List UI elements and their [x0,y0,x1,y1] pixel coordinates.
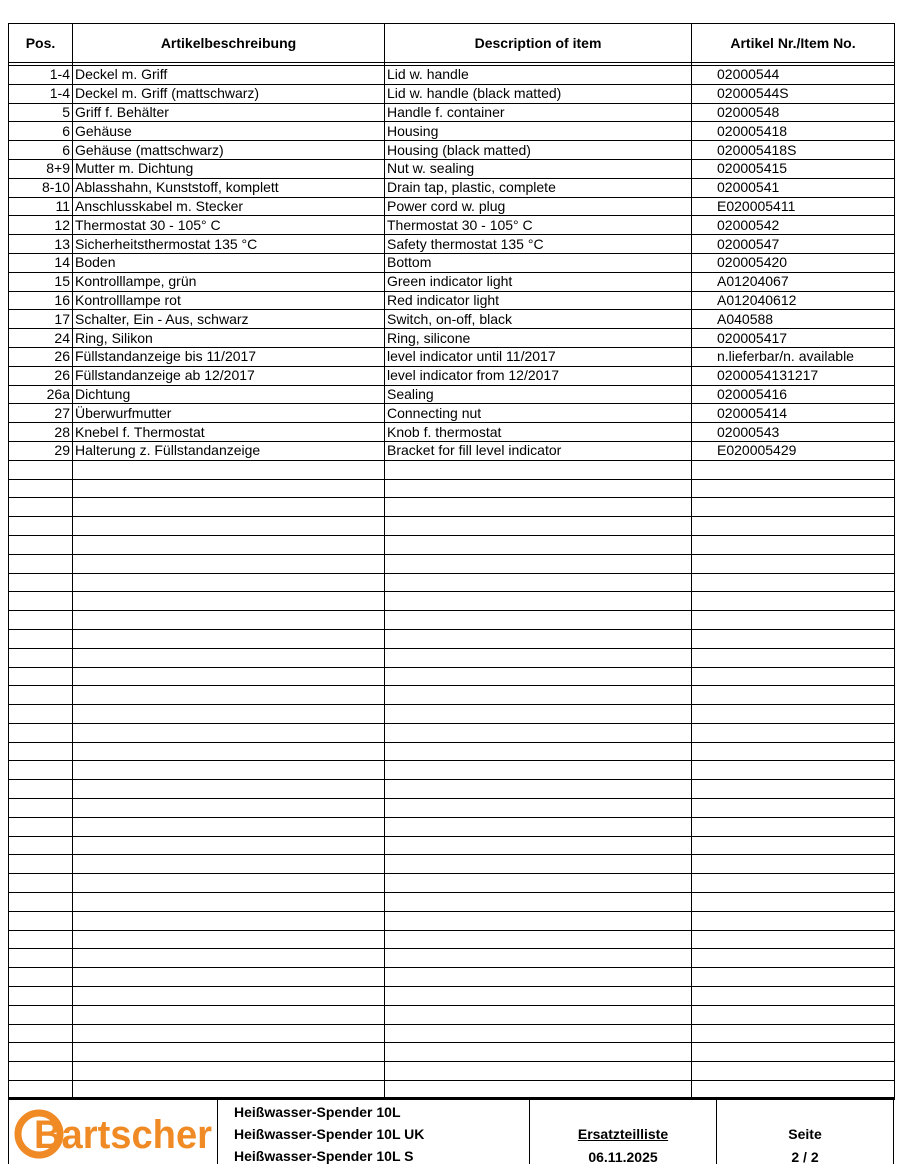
description-en-cell [385,686,692,705]
item-number-cell: A012040612 [692,291,895,310]
table-row [9,723,895,742]
description-de-cell [73,836,385,855]
description-en-cell [385,629,692,648]
description-en-cell [385,742,692,761]
page-info [717,1100,893,1164]
description-de-cell: Deckel m. Griff [73,66,385,85]
item-number-cell [692,460,895,479]
description-en-cell [385,648,692,667]
table-row [9,949,895,968]
description-de-cell [73,874,385,893]
table-row [9,1062,895,1081]
description-de-cell [73,780,385,799]
table-row [9,629,895,648]
description-de-cell: Gehäuse (mattschwarz) [73,141,385,160]
table-row [9,272,895,291]
description-de-cell [73,817,385,836]
item-number-cell: 02000542 [692,216,895,235]
table-row [9,253,895,272]
description-de-cell [73,611,385,630]
description-en-cell [385,1005,692,1024]
item-number-cell [692,1062,895,1081]
pos-cell: 29 [9,441,73,460]
description-en-cell [385,930,692,949]
item-number-cell [692,836,895,855]
table-header-row [9,24,895,63]
item-number-cell [692,968,895,987]
pos-cell [9,799,73,818]
description-en-cell [385,667,692,686]
table-row [9,554,895,573]
pos-cell [9,817,73,836]
table-row [9,535,895,554]
item-number-cell [692,705,895,724]
table-row [9,705,895,724]
description-de-cell [73,1062,385,1081]
table-row [9,742,895,761]
table-row [9,836,895,855]
item-number-cell [692,911,895,930]
table-row [9,66,895,85]
item-number-cell [692,874,895,893]
svg-text:Bartscher: Bartscher [34,1113,212,1157]
product-name-2: Heißwasser-Spender 10L UK [234,1126,425,1142]
item-number-cell [692,667,895,686]
description-de-cell [73,761,385,780]
item-number-cell: n.lieferbar/n. available [692,347,895,366]
item-number-cell [692,930,895,949]
description-en-cell [385,592,692,611]
pos-cell: 13 [9,235,73,254]
description-de-cell [73,855,385,874]
description-de-cell [73,987,385,1006]
brand-logo [9,1100,218,1164]
table-row [9,987,895,1006]
item-number-cell [692,761,895,780]
item-number-cell: 02000547 [692,235,895,254]
item-number-cell: 020005415 [692,159,895,178]
pos-cell [9,930,73,949]
pos-cell [9,742,73,761]
description-en-cell [385,705,692,724]
parts-table [8,23,895,1100]
description-de-cell [73,930,385,949]
item-number-cell: 02000541 [692,178,895,197]
pos-cell [9,836,73,855]
pos-cell: 1-4 [9,66,73,85]
description-en-cell: Bottom [385,253,692,272]
item-number-cell [692,1024,895,1043]
description-en-cell [385,1043,692,1062]
description-en-cell: Sealing [385,385,692,404]
item-number-cell [692,1043,895,1062]
description-de-cell: Kontrolllampe, grün [73,272,385,291]
description-de-cell [73,479,385,498]
description-de-cell: Ring, Silikon [73,329,385,348]
table-row [9,761,895,780]
item-number-cell [692,554,895,573]
description-de-cell: Gehäuse [73,122,385,141]
item-number-cell: 020005414 [692,404,895,423]
item-number-cell [692,723,895,742]
pos-cell [9,893,73,912]
pos-cell: 15 [9,272,73,291]
description-en-cell [385,799,692,818]
description-de-cell: Ablasshahn, Kunststoff, komplett [73,178,385,197]
table-row [9,667,895,686]
description-en-cell: Nut w. sealing [385,159,692,178]
table-row [9,1043,895,1062]
description-en-cell [385,479,692,498]
item-number-cell [692,573,895,592]
pos-cell [9,686,73,705]
item-number-cell: 02000544 [692,66,895,85]
description-de-cell: Sicherheitsthermostat 135 °C [73,235,385,254]
description-en-cell [385,535,692,554]
description-en-cell: Switch, on-off, black [385,310,692,329]
document-info [530,1100,717,1164]
description-de-cell [73,1043,385,1062]
description-de-cell: Halterung z. Füllstandanzeige [73,441,385,460]
table-row [9,366,895,385]
description-de-cell [73,573,385,592]
description-de-cell [73,554,385,573]
pos-cell [9,554,73,573]
description-en-cell: Drain tap, plastic, complete [385,178,692,197]
item-number-cell: 0200054131217 [692,366,895,385]
item-number-cell [692,893,895,912]
description-en-cell [385,517,692,536]
description-en-cell [385,761,692,780]
pos-cell [9,573,73,592]
header-description-de: Artikelbeschreibung [73,24,385,63]
description-de-cell [73,705,385,724]
description-en-cell [385,987,692,1006]
description-en-cell [385,1024,692,1043]
table-row [9,1005,895,1024]
description-en-cell [385,611,692,630]
table-row [9,1024,895,1043]
table-row [9,780,895,799]
description-en-cell [385,1062,692,1081]
item-number-cell [692,611,895,630]
item-number-cell [692,648,895,667]
table-row [9,592,895,611]
table-row [9,460,895,479]
description-de-cell [73,517,385,536]
description-de-cell: Dichtung [73,385,385,404]
description-de-cell [73,893,385,912]
item-number-cell [692,949,895,968]
description-de-cell: Füllstandanzeige bis 11/2017 [73,347,385,366]
pos-cell [9,987,73,1006]
pos-cell: 16 [9,291,73,310]
description-de-cell: Deckel m. Griff (mattschwarz) [73,84,385,103]
description-en-cell [385,817,692,836]
table-row [9,310,895,329]
table-row [9,799,895,818]
description-de-cell [73,592,385,611]
pos-cell [9,1062,73,1081]
table-row [9,930,895,949]
table-row [9,122,895,141]
item-number-cell: 020005420 [692,253,895,272]
description-en-cell: Handle f. container [385,103,692,122]
item-number-cell: 020005418S [692,141,895,160]
pos-cell [9,535,73,554]
table-row [9,517,895,536]
pos-cell [9,592,73,611]
description-en-cell: level indicator from 12/2017 [385,366,692,385]
description-de-cell: Füllstandanzeige ab 12/2017 [73,366,385,385]
description-de-cell: Griff f. Behälter [73,103,385,122]
item-number-cell: 020005417 [692,329,895,348]
pos-cell: 26 [9,347,73,366]
pos-cell: 11 [9,197,73,216]
pos-cell: 5 [9,103,73,122]
table-row [9,573,895,592]
item-number-cell [692,742,895,761]
description-en-cell [385,911,692,930]
table-row [9,441,895,460]
item-number-cell [692,855,895,874]
description-en-cell [385,874,692,893]
pos-cell [9,1043,73,1062]
description-de-cell [73,535,385,554]
pos-cell [9,460,73,479]
description-en-cell [385,949,692,968]
description-en-cell: Bracket for fill level indicator [385,441,692,460]
table-row [9,235,895,254]
pos-cell [9,949,73,968]
item-number-cell: 02000543 [692,423,895,442]
pos-cell: 6 [9,122,73,141]
pos-cell [9,968,73,987]
pos-cell: 8-10 [9,178,73,197]
description-en-cell: Connecting nut [385,404,692,423]
pos-cell [9,1005,73,1024]
description-en-cell [385,855,692,874]
pos-cell [9,498,73,517]
product-name-1: Heißwasser-Spender 10L [234,1104,401,1120]
pos-cell [9,648,73,667]
description-de-cell: Schalter, Ein - Aus, schwarz [73,310,385,329]
description-en-cell [385,893,692,912]
description-de-cell [73,460,385,479]
description-de-cell: Kontrolllampe rot [73,291,385,310]
description-de-cell [73,629,385,648]
description-en-cell [385,554,692,573]
item-number-cell [692,629,895,648]
description-en-cell: Red indicator light [385,291,692,310]
description-en-cell [385,498,692,517]
item-number-cell: A01204067 [692,272,895,291]
description-en-cell: Knob f. thermostat [385,423,692,442]
item-number-cell [692,517,895,536]
pos-cell: 1-4 [9,84,73,103]
item-number-cell [692,479,895,498]
description-en-cell [385,573,692,592]
table-row [9,84,895,103]
table-row [9,968,895,987]
description-de-cell: Thermostat 30 - 105° C [73,216,385,235]
pos-cell: 17 [9,310,73,329]
description-de-cell [73,968,385,987]
description-en-cell [385,723,692,742]
table-row [9,159,895,178]
parts-list-sheet [8,23,894,1100]
table-row [9,141,895,160]
item-number-cell [692,686,895,705]
pos-cell [9,1024,73,1043]
table-row [9,911,895,930]
table-row [9,404,895,423]
pos-cell: 12 [9,216,73,235]
description-en-cell: Ring, silicone [385,329,692,348]
pos-cell [9,874,73,893]
table-row [9,103,895,122]
description-en-cell: Lid w. handle (black matted) [385,84,692,103]
table-row [9,686,895,705]
item-number-cell [692,799,895,818]
page-label: Seite [788,1126,822,1142]
item-number-cell [692,817,895,836]
pos-cell: 26 [9,366,73,385]
table-row [9,423,895,442]
table-row [9,893,895,912]
product-names [219,1100,530,1164]
pos-cell [9,667,73,686]
description-de-cell [73,723,385,742]
description-en-cell [385,836,692,855]
header-pos: Pos. [9,24,73,63]
description-de-cell: Anschlusskabel m. Stecker [73,197,385,216]
item-number-cell [692,498,895,517]
description-de-cell: Knebel f. Thermostat [73,423,385,442]
pos-cell: 8+9 [9,159,73,178]
pos-cell [9,761,73,780]
table-row [9,385,895,404]
description-de-cell [73,911,385,930]
table-row [9,197,895,216]
item-number-cell: 020005416 [692,385,895,404]
table-row [9,347,895,366]
description-de-cell [73,949,385,968]
table-row [9,329,895,348]
document-date: 06.11.2025 [588,1149,658,1165]
description-en-cell: Green indicator light [385,272,692,291]
description-de-cell [73,686,385,705]
item-number-cell [692,1005,895,1024]
description-en-cell: Thermostat 30 - 105° C [385,216,692,235]
description-de-cell: Überwurfmutter [73,404,385,423]
description-en-cell: Housing [385,122,692,141]
table-row [9,479,895,498]
description-en-cell: Housing (black matted) [385,141,692,160]
item-number-cell: 02000548 [692,103,895,122]
description-de-cell [73,498,385,517]
table-row [9,648,895,667]
header-description-en: Description of item [385,24,692,63]
page-number: 2 / 2 [791,1149,819,1165]
item-number-cell: E020005411 [692,197,895,216]
pos-cell: 26a [9,385,73,404]
pos-cell [9,629,73,648]
pos-cell [9,723,73,742]
description-en-cell [385,780,692,799]
description-en-cell [385,460,692,479]
description-de-cell [73,1024,385,1043]
pos-cell [9,517,73,536]
description-de-cell: Mutter m. Dichtung [73,159,385,178]
pos-cell: 27 [9,404,73,423]
table-row [9,178,895,197]
description-de-cell [73,742,385,761]
document-title: Ersatzteilliste [577,1126,669,1142]
description-en-cell: level indicator until 11/2017 [385,347,692,366]
product-name-3: Heißwasser-Spender 10L S [234,1148,414,1164]
item-number-cell [692,592,895,611]
item-number-cell [692,987,895,1006]
description-de-cell: Boden [73,253,385,272]
table-row [9,498,895,517]
pos-cell: 28 [9,423,73,442]
header-item-number: Artikel Nr./Item No. [692,24,895,63]
table-row [9,874,895,893]
title-block [8,1097,894,1164]
item-number-cell: A040588 [692,310,895,329]
description-en-cell: Power cord w. plug [385,197,692,216]
pos-cell [9,780,73,799]
table-row [9,611,895,630]
item-number-cell [692,780,895,799]
pos-cell: 24 [9,329,73,348]
pos-cell [9,705,73,724]
description-de-cell [73,648,385,667]
description-en-cell: Safety thermostat 135 °C [385,235,692,254]
item-number-cell: E020005429 [692,441,895,460]
pos-cell [9,855,73,874]
description-de-cell [73,1005,385,1024]
item-number-cell: 020005418 [692,122,895,141]
pos-cell: 14 [9,253,73,272]
pos-cell [9,479,73,498]
table-row [9,817,895,836]
table-row [9,855,895,874]
table-row [9,216,895,235]
description-de-cell [73,667,385,686]
description-de-cell [73,799,385,818]
description-en-cell [385,968,692,987]
pos-cell [9,911,73,930]
table-row [9,291,895,310]
pos-cell: 6 [9,141,73,160]
item-number-cell [692,535,895,554]
pos-cell [9,611,73,630]
item-number-cell: 02000544S [692,84,895,103]
description-en-cell: Lid w. handle [385,66,692,85]
